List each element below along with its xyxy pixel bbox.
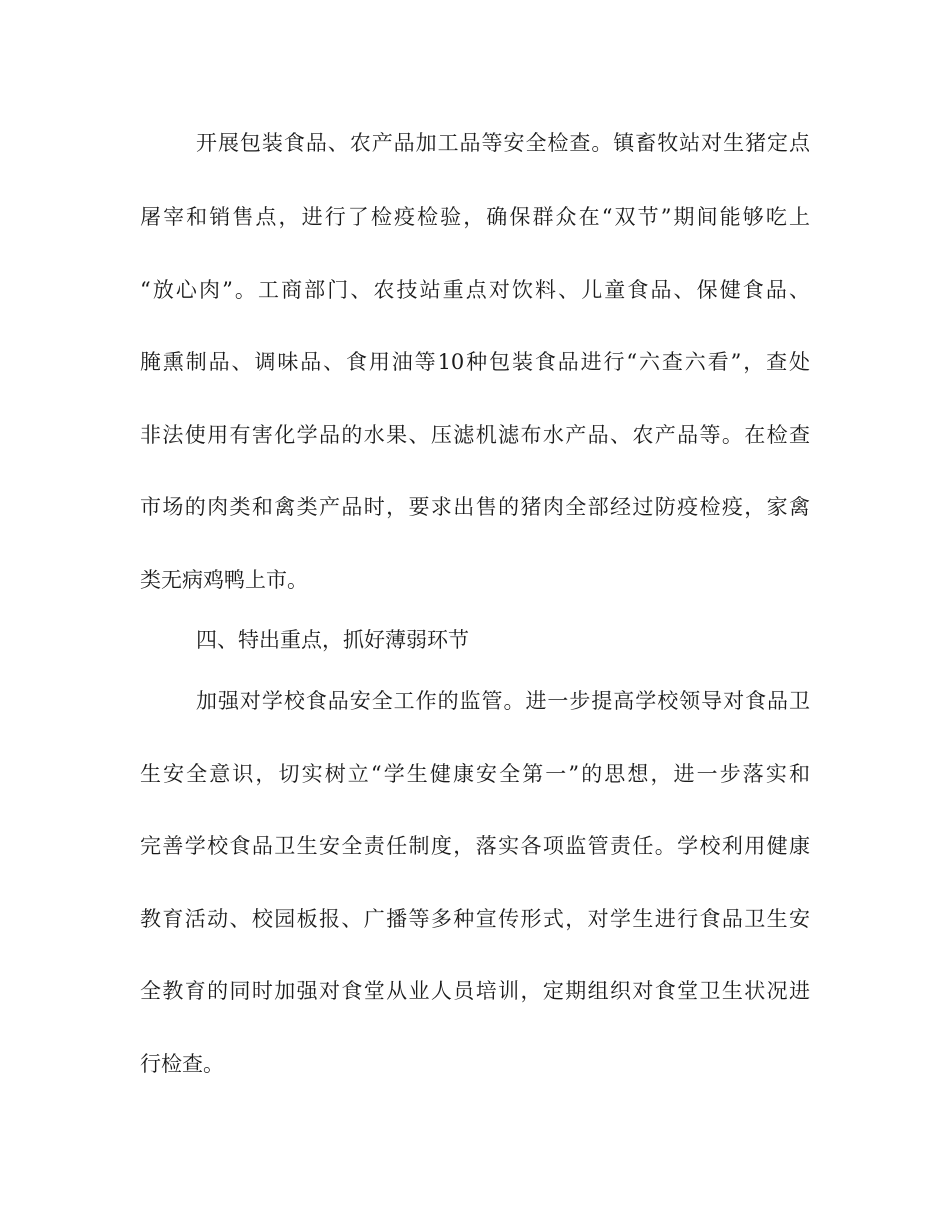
paragraph-line: 开展包装食品、农产品加工品等安全检查。镇畜牧站对生猪定点 — [196, 131, 810, 155]
section-heading: 四、特出重点，抓好薄弱环节 — [196, 628, 469, 652]
paragraph-line: 类无病鸡鸭上市。 — [140, 568, 308, 592]
paragraph-line: 完善学校食品卫生安全责任制度，落实各项监管责任。学校利用健康 — [140, 834, 810, 858]
paragraph-line: 教育活动、校园板报、广播等多种宣传形式，对学生进行食品卫生安 — [140, 907, 810, 931]
paragraph-line: 行检查。 — [140, 1052, 224, 1076]
paragraph-line: 非法使用有害化学品的水果、压滤机滤布水产品、农产品等。在检查 — [140, 423, 810, 447]
paragraph-line: “放心肉”。工商部门、农技站重点对饮料、儿童食品、保健食品、 — [140, 278, 810, 302]
paragraph-line: 生安全意识，切实树立“学生健康安全第一”的思想，进一步落实和 — [140, 762, 810, 786]
paragraph-line: 屠宰和销售点，进行了检疫检验，确保群众在“双节”期间能够吃上 — [140, 205, 810, 229]
paragraph-line: 腌熏制品、调味品、食用油等10种包装食品进行“六查六看”，查处 — [140, 350, 810, 374]
paragraph-line: 全教育的同时加强对食堂从业人员培训，定期组织对食堂卫生状况进 — [140, 979, 810, 1003]
paragraph-line: 市场的肉类和禽类产品时，要求出售的猪肉全部经过防疫检疫，家禽 — [140, 495, 810, 519]
paragraph-line: 加强对学校食品安全工作的监管。进一步提高学校领导对食品卫 — [196, 689, 810, 713]
